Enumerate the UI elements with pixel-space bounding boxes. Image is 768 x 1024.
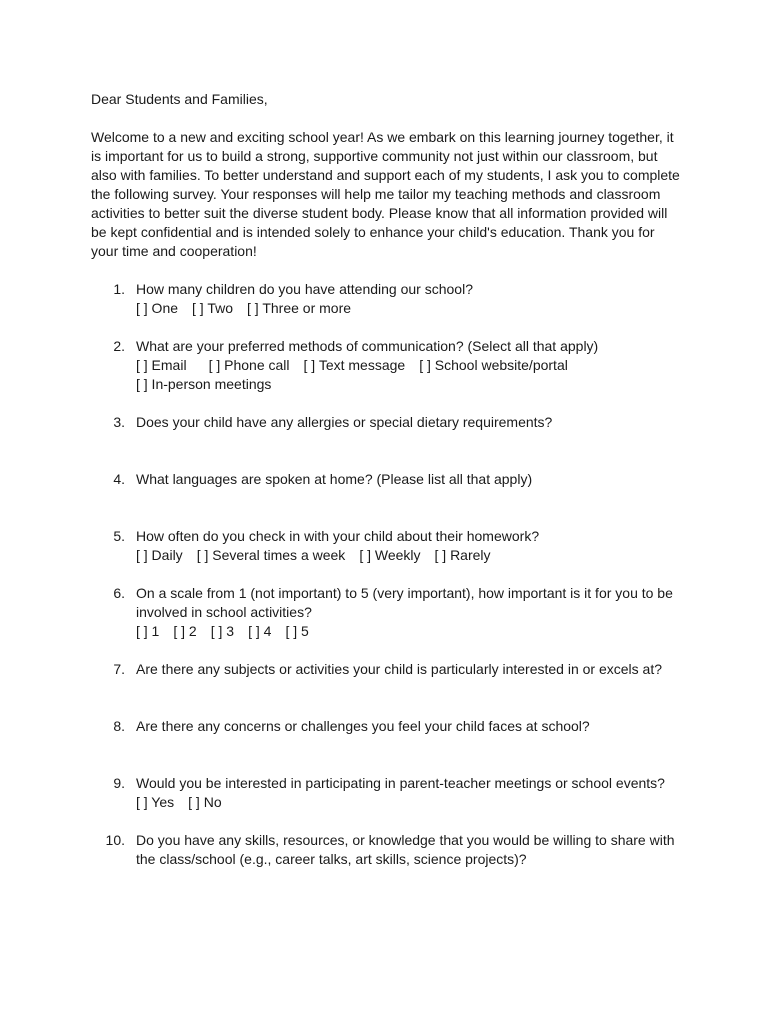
option-checkbox[interactable]: [ ] 1 xyxy=(136,623,160,639)
question-text: How many children do you have attending our school? xyxy=(136,281,473,297)
option-checkbox[interactable]: [ ] One xyxy=(136,300,179,316)
question-number: 10. xyxy=(105,832,125,848)
option-checkbox[interactable]: [ ] In-person meetings xyxy=(136,376,272,392)
option-checkbox[interactable]: [ ] 3 xyxy=(210,623,235,639)
option-checkbox[interactable]: [ ] School website/portal xyxy=(419,357,568,373)
question-text: How often do you check in with your child about their homework? xyxy=(136,528,540,544)
question-7 xyxy=(91,660,688,679)
question-text: Do you have any skills, resources, or knowledge that you would be willing to share with the class/school (e.g., career talks, art skills, science projects)? xyxy=(136,832,675,867)
option-checkbox[interactable]: [ ] Phone call xyxy=(208,357,290,373)
question-number: 2. xyxy=(113,338,125,354)
question-8 xyxy=(91,717,688,736)
question-number: 5. xyxy=(113,528,125,544)
question-options xyxy=(136,793,688,812)
letter-greeting: Dear Students and Families, xyxy=(91,91,268,107)
option-checkbox[interactable]: [ ] Yes xyxy=(136,794,175,810)
option-checkbox[interactable]: [ ] Email xyxy=(136,357,187,373)
option-checkbox[interactable]: [ ] 5 xyxy=(285,623,309,639)
spacer xyxy=(91,318,688,337)
option-checkbox[interactable]: [ ] 2 xyxy=(173,623,197,639)
question-options xyxy=(136,622,688,641)
survey-questions xyxy=(91,280,688,869)
question-options xyxy=(136,299,688,318)
question-number: 7. xyxy=(113,661,125,677)
question-options xyxy=(136,546,688,565)
question-number: 9. xyxy=(113,775,125,791)
question-3 xyxy=(91,413,688,432)
question-text: Are there any subjects or activities your child is particularly interested in or excels at? xyxy=(136,661,663,677)
question-text: On a scale from 1 (not important) to 5 (very important), how important is it for you to be involved in school activities? xyxy=(136,585,673,620)
question-6 xyxy=(91,584,688,641)
question-text: What are your preferred methods of communication? (Select all that apply) xyxy=(136,338,599,354)
answer-space[interactable] xyxy=(91,432,688,470)
answer-space[interactable] xyxy=(91,679,688,717)
question-9 xyxy=(91,774,688,812)
letter-intro: Welcome to a new and exciting school year! As we embark on this learning journey together, it is important for us to build a strong, supportive community not just within our classroom, but also with families. To better understand and support each of my students, I ask you to complete the following survey. Your responses will help me tailor my teaching methods and classroom activities to better suit the diverse student body. Please know that all information provided will be kept confidential and is intended solely to enhance your child's education. Thank you for your time and cooperation! xyxy=(91,129,680,259)
option-checkbox[interactable]: [ ] Several times a week xyxy=(196,547,346,563)
question-5 xyxy=(91,527,688,565)
question-4 xyxy=(91,470,688,489)
option-checkbox[interactable]: [ ] Text message xyxy=(303,357,406,373)
answer-space[interactable] xyxy=(91,736,688,774)
option-checkbox[interactable]: [ ] Two xyxy=(192,300,234,316)
question-text: What languages are spoken at home? (Please list all that apply) xyxy=(136,471,533,487)
option-checkbox[interactable]: [ ] Three or more xyxy=(247,300,352,316)
question-1 xyxy=(91,280,688,318)
question-2 xyxy=(91,337,688,394)
option-checkbox[interactable]: [ ] Rarely xyxy=(434,547,491,563)
answer-space[interactable] xyxy=(91,489,688,527)
spacer xyxy=(91,565,688,584)
question-10 xyxy=(91,831,688,869)
spacer xyxy=(91,394,688,413)
question-number: 1. xyxy=(113,281,125,297)
option-checkbox[interactable]: [ ] No xyxy=(188,794,222,810)
spacer xyxy=(91,641,688,660)
spacer xyxy=(91,812,688,831)
option-checkbox[interactable]: [ ] Daily xyxy=(136,547,183,563)
question-text: Are there any concerns or challenges you feel your child faces at school? xyxy=(136,718,590,734)
question-number: 6. xyxy=(113,585,125,601)
question-options xyxy=(136,356,688,375)
question-number: 3. xyxy=(113,414,125,430)
question-options xyxy=(136,375,688,394)
question-text: Does your child have any allergies or special dietary requirements? xyxy=(136,414,553,430)
question-number: 8. xyxy=(113,718,125,734)
option-checkbox[interactable]: [ ] 4 xyxy=(248,623,272,639)
option-checkbox[interactable]: [ ] Weekly xyxy=(359,547,421,563)
question-text: Would you be interested in participating in parent-teacher meetings or school events? xyxy=(136,775,665,791)
question-number: 4. xyxy=(113,471,125,487)
